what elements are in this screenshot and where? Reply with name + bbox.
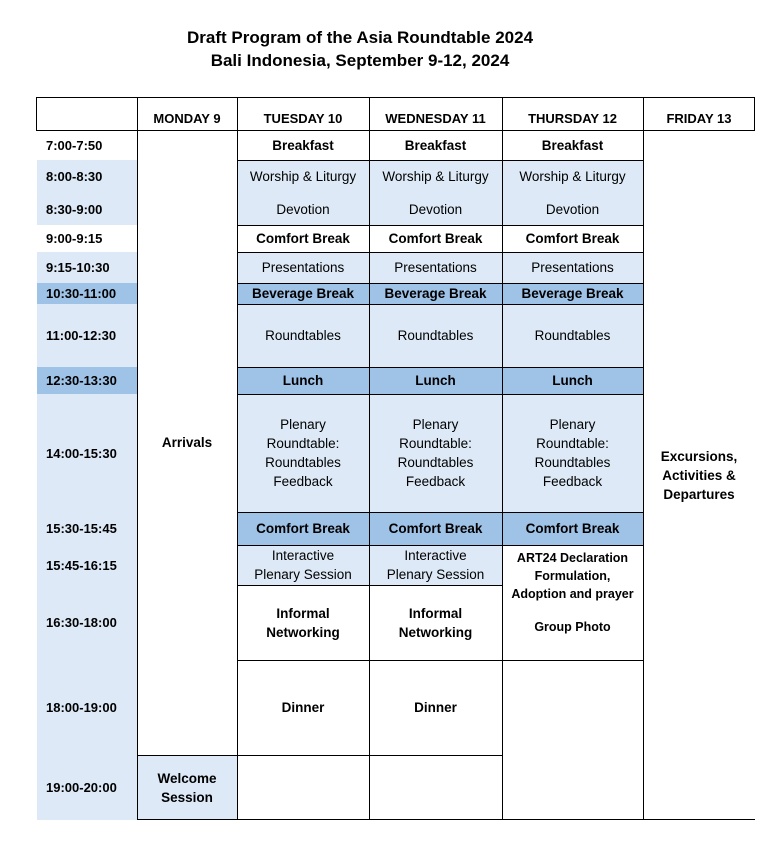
time-slot: 15:45-16:15	[37, 545, 137, 585]
roundtables-cell: Roundtables	[369, 304, 502, 367]
time-slot: 9:15-10:30	[37, 252, 137, 283]
excursions-cell-line: Activities &	[662, 467, 736, 483]
plenary-cell	[369, 394, 502, 512]
worship-cell: Worship & Liturgy	[502, 160, 643, 193]
devotion-cell: Devotion	[237, 193, 369, 225]
beverage-break-cell: Beverage Break	[369, 283, 502, 304]
art24-line: ART24 Declaration	[516, 551, 629, 565]
header-bottom-border	[36, 130, 755, 131]
dinner-cell: Dinner	[281, 700, 325, 715]
roundtables-cell: Roundtables	[502, 304, 643, 367]
welcome-session-cell-line: Welcome	[157, 770, 217, 786]
day-header: WEDNESDAY 11	[385, 111, 486, 126]
informal-networking-cell-line: Informal	[408, 605, 463, 621]
grid-line	[643, 97, 644, 820]
day-header: MONDAY 9	[153, 111, 221, 126]
time-slot: 14:00-15:30	[37, 394, 137, 512]
excursions-cell-line: Departures	[663, 486, 735, 502]
day-header: FRIDAY 13	[666, 111, 732, 126]
art24-cell	[502, 545, 643, 660]
interactive-session-cell-line: Interactive	[271, 548, 335, 563]
beverage-break-cell: Beverage Break	[502, 283, 643, 304]
plenary-cell-line: Roundtable:	[536, 436, 609, 451]
plenary-cell-line: Feedback	[405, 474, 466, 489]
plenary-cell-line: Feedback	[273, 474, 333, 489]
devotion-cell: Devotion	[502, 193, 643, 225]
breakfast-cell: Breakfast	[272, 137, 334, 153]
presentations-cell: Presentations	[237, 252, 369, 283]
grid-line	[237, 367, 643, 368]
plenary-cell-line: Roundtables	[534, 455, 611, 470]
page-subtitle: Bali Indonesia, September 9-12, 2024	[210, 51, 510, 70]
grid-line	[237, 660, 643, 661]
empty-cell	[369, 755, 502, 820]
time-slot: 8:30-9:00	[37, 193, 137, 225]
excursions-cell	[643, 130, 755, 820]
time-slot: 8:00-8:30	[37, 160, 137, 193]
time-slot: 10:30-11:00	[37, 283, 137, 304]
time-slot: 18:00-19:00	[37, 660, 137, 755]
grid-line	[137, 755, 237, 756]
comfort-break-cell: Comfort Break	[525, 231, 620, 246]
empty-cell	[237, 755, 369, 820]
time-slot: 11:00-12:30	[37, 304, 137, 367]
informal-networking-cell-line: Informal	[276, 605, 330, 621]
excursions-cell-line: Excursions,	[660, 448, 738, 464]
day-header: TUESDAY 10	[263, 111, 343, 126]
lunch-cell: Lunch	[237, 367, 369, 394]
grid-line	[237, 755, 502, 756]
comfort-break-cell: Comfort Break	[502, 512, 643, 545]
page-title: Draft Program of the Asia Roundtable 2024	[186, 28, 534, 47]
presentations-cell: Presentations	[369, 252, 502, 283]
time-slot: 12:30-13:30	[37, 367, 137, 394]
welcome-session-cell	[137, 755, 237, 820]
informal-networking-cell	[369, 585, 502, 660]
plenary-cell-line: Plenary	[549, 417, 596, 432]
interactive-session-cell-line: Plenary Session	[254, 567, 352, 582]
table-top-border	[36, 97, 755, 98]
informal-networking-cell-line: Networking	[266, 624, 340, 640]
lunch-cell: Lunch	[502, 367, 643, 394]
comfort-break-cell: Comfort Break	[256, 231, 350, 246]
interactive-session-cell	[237, 545, 369, 585]
dinner-cell: Dinner	[414, 700, 457, 715]
beverage-break-cell: Beverage Break	[237, 283, 369, 304]
art24-line: Formulation,	[534, 569, 611, 583]
devotion-cell: Devotion	[369, 193, 502, 225]
breakfast-cell: Breakfast	[404, 137, 467, 153]
plenary-cell-line: Plenary	[412, 417, 459, 432]
plenary-cell-line: Roundtables	[265, 455, 341, 470]
grid-line	[502, 97, 503, 820]
grid-line	[237, 394, 643, 395]
group-photo-label: Group Photo	[534, 620, 611, 634]
grid-line	[237, 225, 643, 226]
grid-line	[237, 283, 643, 284]
table-left-border	[36, 97, 37, 130]
worship-cell: Worship & Liturgy	[369, 160, 502, 193]
comfort-break-cell: Comfort Break	[237, 512, 369, 545]
grid-line	[237, 252, 643, 253]
informal-networking-cell	[237, 585, 369, 660]
plenary-cell-line: Roundtable:	[399, 436, 472, 451]
plenary-cell-line: Feedback	[542, 474, 603, 489]
grid-line	[237, 545, 643, 546]
art24-line: Adoption and prayer	[511, 587, 634, 601]
lunch-cell: Lunch	[369, 367, 502, 394]
informal-networking-cell-line: Networking	[398, 624, 473, 640]
presentations-cell: Presentations	[502, 252, 643, 283]
breakfast-cell: Breakfast	[541, 137, 604, 153]
plenary-cell-line: Roundtable:	[266, 436, 340, 451]
interactive-session-cell	[369, 545, 502, 585]
welcome-session-cell-line: Session	[161, 789, 213, 805]
plenary-cell	[237, 394, 369, 512]
arrivals-cell: Arrivals	[161, 435, 213, 450]
interactive-session-cell-line: Interactive	[404, 548, 467, 563]
time-slot: 15:30-15:45	[37, 512, 137, 545]
time-slot: 7:00-7:50	[46, 137, 103, 153]
time-slot: 16:30-18:00	[37, 585, 137, 660]
worship-cell: Worship & Liturgy	[237, 160, 369, 193]
grid-line	[237, 512, 643, 513]
roundtables-cell: Roundtables	[237, 304, 369, 367]
comfort-break-cell: Comfort Break	[369, 512, 502, 545]
interactive-session-cell-line: Plenary Session	[386, 567, 485, 582]
comfort-break-cell: Comfort Break	[388, 231, 483, 246]
plenary-cell	[502, 394, 643, 512]
grid-line	[137, 97, 138, 820]
time-slot: 19:00-20:00	[37, 755, 137, 820]
plenary-cell-line: Plenary	[280, 417, 326, 432]
grid-line	[754, 97, 755, 130]
time-slot: 9:00-9:15	[46, 231, 103, 246]
table-bottom-border	[137, 819, 755, 820]
grid-line	[237, 97, 238, 820]
grid-line	[237, 304, 643, 305]
grid-line	[237, 160, 643, 161]
grid-line	[237, 585, 502, 586]
grid-line	[369, 97, 370, 820]
day-header: THURSDAY 12	[528, 111, 617, 126]
plenary-cell-line: Roundtables	[397, 455, 474, 470]
